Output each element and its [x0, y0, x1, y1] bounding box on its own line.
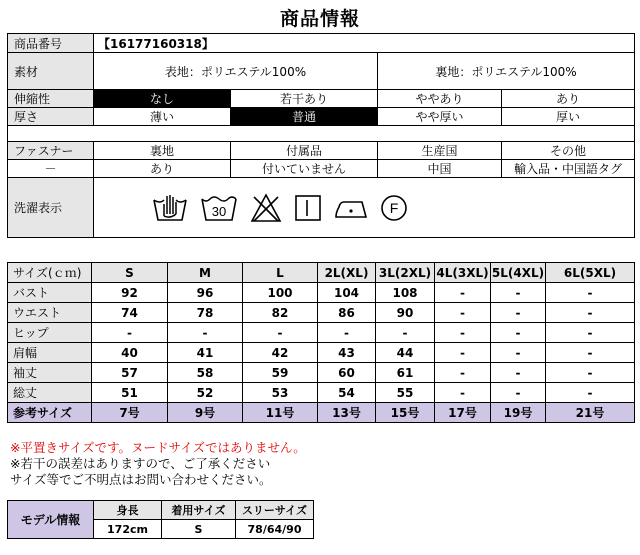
- size-cell: 55: [376, 383, 435, 403]
- reference-size-cell: 15号: [376, 403, 435, 423]
- stretch-label: 伸縮性: [8, 90, 94, 108]
- fastener-value: －: [8, 160, 94, 178]
- wash-row: [8, 178, 635, 238]
- size-row: [8, 283, 635, 303]
- size-cell: -: [491, 323, 546, 343]
- size-cell: -: [546, 303, 635, 323]
- size-row: [8, 303, 635, 323]
- material-outer: 表地：ポリエステル100%: [94, 53, 378, 90]
- size-cell: -: [92, 323, 168, 343]
- size-header-label: サイズ(ｃｍ): [8, 263, 92, 283]
- thickness-row: [8, 108, 635, 126]
- size-col-header: S: [92, 263, 168, 283]
- size-cell: 86: [318, 303, 376, 323]
- size-cell: 41: [168, 343, 243, 363]
- reference-size-row: [8, 403, 635, 423]
- size-cell: -: [376, 323, 435, 343]
- model-header-row: [8, 501, 314, 520]
- details-header-row: [8, 142, 635, 160]
- other-header: その他: [502, 142, 635, 160]
- reference-size-cell: 21号: [546, 403, 635, 423]
- size-cell: 74: [92, 303, 168, 323]
- size-cell: -: [491, 343, 546, 363]
- page-title: 商品情報: [279, 8, 360, 30]
- size-cell: -: [491, 383, 546, 403]
- size-cell: -: [546, 323, 635, 343]
- thickness-option: やや厚い: [378, 108, 502, 126]
- size-cell: -: [435, 383, 491, 403]
- size-cell: 90: [376, 303, 435, 323]
- size-col-header: 2L(XL): [318, 263, 376, 283]
- stretch-option: 若干あり: [231, 90, 378, 108]
- size-cell: -: [546, 283, 635, 303]
- model-info-table: [7, 500, 314, 539]
- thickness-label: 厚さ: [8, 108, 94, 126]
- size-cell: 100: [243, 283, 318, 303]
- details-value-row: [8, 160, 635, 178]
- size-row-label: ヒップ: [8, 323, 92, 343]
- size-row-label: 総丈: [8, 383, 92, 403]
- model-size-value: S: [162, 520, 236, 539]
- origin-value: 中国: [378, 160, 502, 178]
- size-notes: [10, 440, 306, 488]
- thickness-option: 厚い: [502, 108, 635, 126]
- size-col-header: 6L(5XL): [546, 263, 635, 283]
- size-cell: -: [546, 343, 635, 363]
- size-cell: -: [546, 383, 635, 403]
- stretch-option: ややあり: [378, 90, 502, 108]
- hand-wash-icon: [152, 192, 188, 224]
- spacer-row: [8, 126, 635, 142]
- reference-size-label: 参考サイズ: [8, 403, 92, 423]
- dry-clean-f-icon: [380, 194, 408, 222]
- size-col-header: 3L(2XL): [376, 263, 435, 283]
- size-cell: -: [318, 323, 376, 343]
- reference-size-cell: 13号: [318, 403, 376, 423]
- thickness-option: 薄い: [94, 108, 231, 126]
- iron-low-icon: [334, 196, 368, 220]
- size-header-row: [8, 263, 635, 283]
- size-cell: 108: [376, 283, 435, 303]
- size-cell: 51: [92, 383, 168, 403]
- size-cell: 57: [92, 363, 168, 383]
- size-cell: -: [435, 363, 491, 383]
- model-measurements-value: 78/64/90: [236, 520, 314, 539]
- wash-icons: [94, 192, 634, 224]
- reference-size-cell: 9号: [168, 403, 243, 423]
- size-cell: -: [546, 363, 635, 383]
- product-info-table: [7, 33, 635, 238]
- size-cell: 59: [243, 363, 318, 383]
- stretch-row: [8, 90, 635, 108]
- size-cell: 60: [318, 363, 376, 383]
- product-code-value: 【16177160318】: [94, 34, 635, 53]
- lining-value: あり: [94, 160, 231, 178]
- size-cell: 96: [168, 283, 243, 303]
- size-cell: 54: [318, 383, 376, 403]
- wash-30-icon: [200, 193, 238, 223]
- size-cell: 82: [243, 303, 318, 323]
- product-code-row: [8, 34, 635, 53]
- size-cell: -: [435, 323, 491, 343]
- accessory-header: 付属品: [231, 142, 378, 160]
- size-row-label: バスト: [8, 283, 92, 303]
- note-contact: サイズ等でご不明点はお問い合わせください。: [10, 472, 272, 487]
- stretch-option: あり: [502, 90, 635, 108]
- model-label: モデル情報: [8, 501, 94, 539]
- wash-icons-cell: [94, 178, 635, 238]
- size-row: [8, 323, 635, 343]
- reference-size-cell: 7号: [92, 403, 168, 423]
- size-row: [8, 343, 635, 363]
- size-cell: 78: [168, 303, 243, 323]
- size-cell: 42: [243, 343, 318, 363]
- other-value: 輸入品・中国語タグ: [502, 160, 635, 178]
- size-cell: -: [435, 303, 491, 323]
- no-bleach-icon: [250, 193, 282, 223]
- model-height-value: 172cm: [94, 520, 162, 539]
- model-header-size: 着用サイズ: [162, 501, 236, 520]
- size-col-header: 5L(4XL): [491, 263, 546, 283]
- fastener-label: ファスナー: [8, 142, 94, 160]
- size-cell: -: [491, 283, 546, 303]
- spacer-cell: [8, 126, 635, 142]
- size-col-header: M: [168, 263, 243, 283]
- size-cell: 58: [168, 363, 243, 383]
- wash-temp-text: 30: [211, 203, 227, 219]
- size-row: [8, 383, 635, 403]
- material-lining: 裏地：ポリエステル100%: [378, 53, 635, 90]
- size-col-header: 4L(3XL): [435, 263, 491, 283]
- reference-size-cell: 11号: [243, 403, 318, 423]
- size-col-header: L: [243, 263, 318, 283]
- note-tolerance: ※若干の誤差はありますので、ご了承ください: [10, 456, 271, 471]
- size-cell: 61: [376, 363, 435, 383]
- size-row-label: ウエスト: [8, 303, 92, 323]
- dry-clean-letter: F: [389, 199, 399, 216]
- model-header-height: 身長: [94, 501, 162, 520]
- size-cell: -: [491, 363, 546, 383]
- reference-size-cell: 17号: [435, 403, 491, 423]
- size-cell: -: [491, 303, 546, 323]
- size-cell: -: [435, 343, 491, 363]
- model-header-measurements: スリーサイズ: [236, 501, 314, 520]
- origin-header: 生産国: [378, 142, 502, 160]
- size-cell: 92: [92, 283, 168, 303]
- size-cell: 43: [318, 343, 376, 363]
- size-cell: 53: [243, 383, 318, 403]
- drip-dry-icon: [294, 194, 322, 222]
- size-cell: 40: [92, 343, 168, 363]
- size-cell: -: [243, 323, 318, 343]
- wash-label: 洗濯表示: [8, 178, 94, 238]
- material-row: [8, 53, 635, 90]
- size-row-label: 袖丈: [8, 363, 92, 383]
- size-cell: -: [435, 283, 491, 303]
- size-table: [7, 262, 635, 423]
- size-cell: 104: [318, 283, 376, 303]
- size-cell: 52: [168, 383, 243, 403]
- size-row-label: 肩幅: [8, 343, 92, 363]
- size-cell: 44: [376, 343, 435, 363]
- note-flat-size: ※平置きサイズです。ヌードサイズではありません。: [10, 440, 306, 455]
- stretch-option-selected: なし: [94, 90, 231, 108]
- reference-size-cell: 19号: [491, 403, 546, 423]
- size-body: [8, 283, 635, 403]
- size-cell: -: [168, 323, 243, 343]
- thickness-option-selected: 普通: [231, 108, 378, 126]
- material-label: 素材: [8, 53, 94, 90]
- lining-header: 裏地: [94, 142, 231, 160]
- accessory-value: 付いていません: [231, 160, 378, 178]
- size-row: [8, 363, 635, 383]
- product-code-label: 商品番号: [8, 34, 94, 53]
